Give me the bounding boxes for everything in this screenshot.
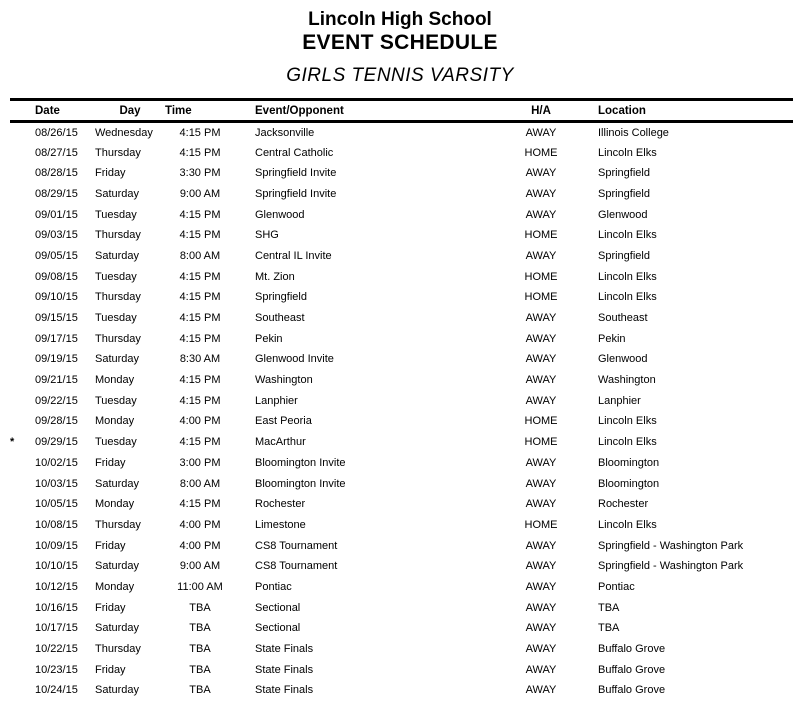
ha-cell: AWAY xyxy=(525,601,557,614)
date-cell: 09/03/15 xyxy=(35,229,78,242)
location-cell: Lincoln Elks xyxy=(598,415,657,428)
table-row xyxy=(10,370,793,391)
ha-cell: HOME xyxy=(524,146,558,159)
flag-cell xyxy=(10,556,35,577)
ha-cell: AWAY xyxy=(525,353,557,366)
date-cell: 09/19/15 xyxy=(35,353,78,366)
header-location: Location xyxy=(572,100,793,122)
time-cell: 4:15 PM xyxy=(179,394,221,407)
location-cell: Lanphier xyxy=(598,394,641,407)
flag-cell xyxy=(10,184,35,205)
time-cell: 3:30 PM xyxy=(179,167,221,180)
date-cell: 08/26/15 xyxy=(35,126,78,139)
location-cell: Southeast xyxy=(598,312,648,325)
flag-cell xyxy=(10,453,35,474)
event-cell: Jacksonville xyxy=(255,126,315,139)
flag-cell xyxy=(10,246,35,267)
header-flag xyxy=(10,100,35,122)
day-cell: Tuesday xyxy=(95,436,137,449)
time-cell: 8:30 AM xyxy=(179,353,221,366)
date-cell: 10/24/15 xyxy=(35,684,78,697)
location-cell: Bloomington xyxy=(598,456,660,469)
time-cell: TBA xyxy=(189,601,211,614)
date-cell: 10/16/15 xyxy=(35,601,78,614)
location-cell: Glenwood xyxy=(598,353,648,366)
ha-cell: AWAY xyxy=(525,560,557,573)
time-cell: 4:15 PM xyxy=(179,229,221,242)
date-cell: 08/28/15 xyxy=(35,167,78,180)
table-row xyxy=(10,680,793,701)
header-event-opponent: Event/Opponent xyxy=(235,100,510,122)
day-cell: Tuesday xyxy=(95,208,137,221)
location-cell: Buffalo Grove xyxy=(598,643,666,656)
event-cell: Glenwood xyxy=(255,208,305,221)
event-cell: Southeast xyxy=(255,312,305,325)
ha-cell: HOME xyxy=(524,270,558,283)
day-cell: Thursday xyxy=(95,332,141,345)
time-cell: 4:15 PM xyxy=(179,126,221,139)
location-cell: Pontiac xyxy=(598,580,635,593)
ha-cell: AWAY xyxy=(525,394,557,407)
location-cell: Lincoln Elks xyxy=(598,146,657,159)
flag-cell xyxy=(10,390,35,411)
table-row xyxy=(10,597,793,618)
location-cell: Washington xyxy=(598,374,656,387)
table-row xyxy=(10,535,793,556)
date-cell: 09/10/15 xyxy=(35,291,78,304)
date-cell: 10/17/15 xyxy=(35,622,78,635)
ha-cell: AWAY xyxy=(525,580,557,593)
table-row xyxy=(10,122,793,143)
date-cell: 09/28/15 xyxy=(35,415,78,428)
ha-cell: AWAY xyxy=(525,643,557,656)
ha-cell: AWAY xyxy=(525,208,557,221)
flag-cell xyxy=(10,370,35,391)
flag-cell xyxy=(10,122,35,143)
location-cell: Lincoln Elks xyxy=(598,229,657,242)
table-row xyxy=(10,639,793,660)
day-cell: Tuesday xyxy=(95,312,137,325)
day-cell: Thursday xyxy=(95,229,141,242)
table-row xyxy=(10,266,793,287)
time-cell: TBA xyxy=(189,622,211,635)
date-cell: 10/02/15 xyxy=(35,456,78,469)
time-cell: 4:15 PM xyxy=(179,312,221,325)
flag-cell xyxy=(10,659,35,680)
flag-cell xyxy=(10,535,35,556)
table-row xyxy=(10,515,793,536)
schedule-table-body xyxy=(10,122,793,701)
day-cell: Thursday xyxy=(95,291,141,304)
time-cell: TBA xyxy=(189,684,211,697)
schedule-table xyxy=(10,98,793,701)
date-cell: 10/05/15 xyxy=(35,498,78,511)
event-cell: Bloomington Invite xyxy=(255,456,346,469)
ha-cell: AWAY xyxy=(525,684,557,697)
event-cell: Central Catholic xyxy=(255,146,334,159)
ha-cell: HOME xyxy=(524,415,558,428)
flag-cell xyxy=(10,577,35,598)
header-date: Date xyxy=(35,100,95,122)
date-cell: 09/29/15 xyxy=(35,436,78,449)
flag-cell xyxy=(10,473,35,494)
flag-cell: * xyxy=(10,436,15,449)
ha-cell: HOME xyxy=(524,518,558,531)
ha-cell: AWAY xyxy=(525,477,557,490)
ha-cell: AWAY xyxy=(525,332,557,345)
table-row xyxy=(10,432,793,453)
time-cell: 4:00 PM xyxy=(179,518,221,531)
event-cell: MacArthur xyxy=(255,436,306,449)
flag-cell xyxy=(10,494,35,515)
day-cell: Friday xyxy=(95,167,126,180)
day-cell: Saturday xyxy=(95,249,140,262)
ha-cell: AWAY xyxy=(525,498,557,511)
day-cell: Thursday xyxy=(95,518,141,531)
date-cell: 09/01/15 xyxy=(35,208,78,221)
team-subtitle: GIRLS TENNIS VARSITY xyxy=(286,65,514,86)
date-cell: 10/08/15 xyxy=(35,518,78,531)
event-cell: Mt. Zion xyxy=(255,270,295,283)
date-cell: 10/12/15 xyxy=(35,580,78,593)
day-cell: Monday xyxy=(95,415,135,428)
table-row xyxy=(10,246,793,267)
time-cell: TBA xyxy=(189,663,211,676)
day-cell: Friday xyxy=(95,663,126,676)
flag-cell xyxy=(10,225,35,246)
ha-cell: AWAY xyxy=(525,456,557,469)
flag-cell xyxy=(10,639,35,660)
date-cell: 10/23/15 xyxy=(35,663,78,676)
date-cell: 10/22/15 xyxy=(35,643,78,656)
location-cell: Springfield xyxy=(598,249,650,262)
event-cell: State Finals xyxy=(255,684,314,697)
location-cell: Springfield - Washington Park xyxy=(598,560,744,573)
time-cell: 4:15 PM xyxy=(179,291,221,304)
day-cell: Saturday xyxy=(95,560,140,573)
table-row xyxy=(10,453,793,474)
event-cell: Sectional xyxy=(255,601,301,614)
time-cell: 8:00 AM xyxy=(179,477,221,490)
flag-cell xyxy=(10,287,35,308)
day-cell: Friday xyxy=(95,456,126,469)
table-row xyxy=(10,204,793,225)
table-header-row xyxy=(10,100,793,122)
time-cell: 3:00 PM xyxy=(179,456,221,469)
date-cell: 10/03/15 xyxy=(35,477,78,490)
ha-cell: AWAY xyxy=(525,663,557,676)
location-cell: Springfield xyxy=(598,187,650,200)
ha-cell: AWAY xyxy=(525,249,557,262)
table-row xyxy=(10,473,793,494)
day-cell: Thursday xyxy=(95,643,141,656)
event-cell: East Peoria xyxy=(255,415,312,428)
date-cell: 08/27/15 xyxy=(35,146,78,159)
ha-cell: AWAY xyxy=(525,312,557,325)
time-cell: 4:15 PM xyxy=(179,436,221,449)
day-cell: Thursday xyxy=(95,146,141,159)
table-row xyxy=(10,308,793,329)
time-cell: 4:15 PM xyxy=(179,208,221,221)
flag-cell xyxy=(10,142,35,163)
flag-cell xyxy=(10,349,35,370)
time-cell: TBA xyxy=(189,643,211,656)
table-row xyxy=(10,411,793,432)
location-cell: Pekin xyxy=(598,332,626,345)
day-cell: Saturday xyxy=(95,353,140,366)
ha-cell: AWAY xyxy=(525,187,557,200)
ha-cell: AWAY xyxy=(525,622,557,635)
location-cell: Lincoln Elks xyxy=(598,436,657,449)
event-cell: CS8 Tournament xyxy=(255,539,338,552)
date-cell: 08/29/15 xyxy=(35,187,78,200)
date-cell: 09/21/15 xyxy=(35,374,78,387)
flag-cell xyxy=(10,266,35,287)
ha-cell: AWAY xyxy=(525,167,557,180)
day-cell: Friday xyxy=(95,539,126,552)
title-block xyxy=(0,0,800,86)
event-cell: State Finals xyxy=(255,643,314,656)
day-cell: Tuesday xyxy=(95,394,137,407)
event-cell: Springfield Invite xyxy=(255,167,337,180)
table-row xyxy=(10,287,793,308)
date-cell: 10/10/15 xyxy=(35,560,78,573)
time-cell: 4:15 PM xyxy=(179,498,221,511)
table-row xyxy=(10,390,793,411)
time-cell: 9:00 AM xyxy=(179,560,221,573)
day-cell: Wednesday xyxy=(95,126,153,139)
day-cell: Monday xyxy=(95,374,135,387)
flag-cell xyxy=(10,308,35,329)
day-cell: Saturday xyxy=(95,622,140,635)
ha-cell: AWAY xyxy=(525,374,557,387)
table-row xyxy=(10,577,793,598)
table-row xyxy=(10,163,793,184)
table-row xyxy=(10,184,793,205)
event-cell: Washington xyxy=(255,374,313,387)
date-cell: 09/22/15 xyxy=(35,394,78,407)
date-cell: 10/09/15 xyxy=(35,539,78,552)
table-row xyxy=(10,494,793,515)
table-row xyxy=(10,142,793,163)
location-cell: Lincoln Elks xyxy=(598,291,657,304)
event-cell: CS8 Tournament xyxy=(255,560,338,573)
event-cell: Lanphier xyxy=(255,394,298,407)
time-cell: 8:00 AM xyxy=(179,249,221,262)
time-cell: 4:15 PM xyxy=(179,332,221,345)
event-cell: Bloomington Invite xyxy=(255,477,346,490)
day-cell: Tuesday xyxy=(95,270,137,283)
header-home-away: H/A xyxy=(510,100,572,122)
event-cell: Sectional xyxy=(255,622,301,635)
ha-cell: AWAY xyxy=(525,539,557,552)
event-cell: Rochester xyxy=(255,498,306,511)
time-cell: 4:00 PM xyxy=(179,415,221,428)
day-cell: Monday xyxy=(95,498,135,511)
location-cell: Bloomington xyxy=(598,477,660,490)
flag-cell xyxy=(10,618,35,639)
event-cell: Pontiac xyxy=(255,580,292,593)
time-cell: 4:00 PM xyxy=(179,539,221,552)
event-cell: Springfield xyxy=(255,291,307,304)
flag-cell xyxy=(10,411,35,432)
ha-cell: HOME xyxy=(524,436,558,449)
event-cell: Central IL Invite xyxy=(255,249,332,262)
day-cell: Monday xyxy=(95,580,135,593)
day-cell: Friday xyxy=(95,601,126,614)
time-cell: 4:15 PM xyxy=(179,374,221,387)
table-row xyxy=(10,556,793,577)
flag-cell xyxy=(10,163,35,184)
location-cell: Springfield - Washington Park xyxy=(598,539,744,552)
day-cell: Saturday xyxy=(95,684,140,697)
table-row xyxy=(10,225,793,246)
location-cell: Springfield xyxy=(598,167,650,180)
table-row xyxy=(10,618,793,639)
time-cell: 9:00 AM xyxy=(179,187,221,200)
flag-cell xyxy=(10,680,35,701)
location-cell: Buffalo Grove xyxy=(598,684,666,697)
table-row xyxy=(10,659,793,680)
day-cell: Saturday xyxy=(95,187,140,200)
event-cell: State Finals xyxy=(255,663,314,676)
event-cell: SHG xyxy=(255,229,279,242)
location-cell: Buffalo Grove xyxy=(598,663,666,676)
location-cell: Lincoln Elks xyxy=(598,518,657,531)
time-cell: 4:15 PM xyxy=(179,270,221,283)
ha-cell: HOME xyxy=(524,229,558,242)
location-cell: Lincoln Elks xyxy=(598,270,657,283)
location-cell: TBA xyxy=(598,601,620,614)
table-row xyxy=(10,349,793,370)
school-name: Lincoln High School xyxy=(308,9,492,30)
ha-cell: AWAY xyxy=(525,126,557,139)
date-cell: 09/05/15 xyxy=(35,249,78,262)
flag-cell xyxy=(10,328,35,349)
date-cell: 09/08/15 xyxy=(35,270,78,283)
table-row xyxy=(10,328,793,349)
date-cell: 09/17/15 xyxy=(35,332,78,345)
flag-cell xyxy=(10,515,35,536)
time-cell: 11:00 AM xyxy=(177,580,223,593)
header-time: Time xyxy=(165,100,235,122)
flag-cell xyxy=(10,597,35,618)
ha-cell: HOME xyxy=(524,291,558,304)
event-cell: Springfield Invite xyxy=(255,187,337,200)
event-cell: Limestone xyxy=(255,518,306,531)
event-cell: Glenwood Invite xyxy=(255,353,334,366)
date-cell: 09/15/15 xyxy=(35,312,78,325)
location-cell: Glenwood xyxy=(598,208,648,221)
page-title: EVENT SCHEDULE xyxy=(302,31,498,54)
location-cell: Illinois College xyxy=(598,126,669,139)
day-cell: Saturday xyxy=(95,477,140,490)
header-day: Day xyxy=(95,100,165,122)
flag-cell xyxy=(10,204,35,225)
location-cell: Rochester xyxy=(598,498,649,511)
event-cell: Pekin xyxy=(255,332,283,345)
time-cell: 4:15 PM xyxy=(179,146,221,159)
location-cell: TBA xyxy=(598,622,620,635)
